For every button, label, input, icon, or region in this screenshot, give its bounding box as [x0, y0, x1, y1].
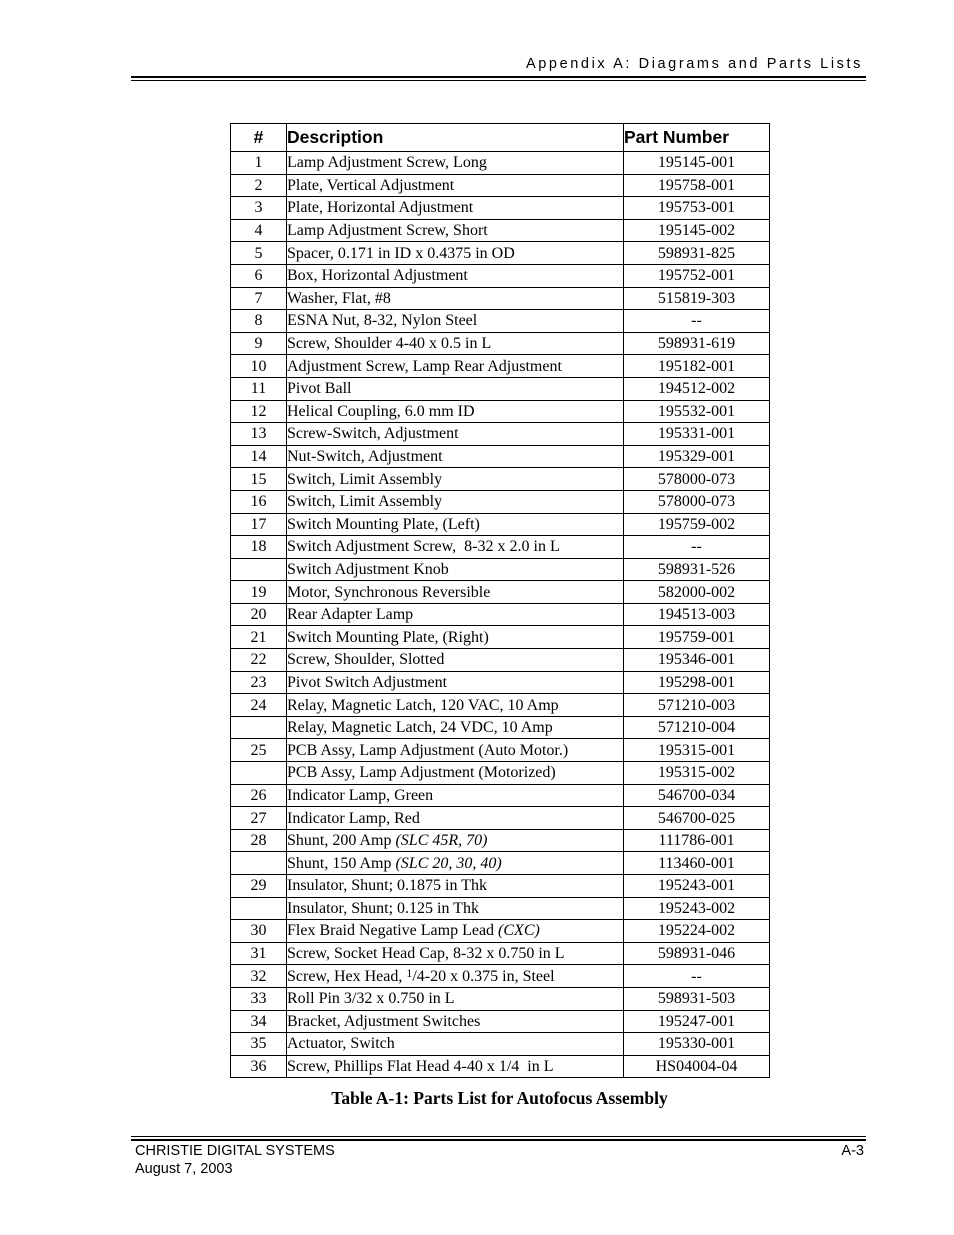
- item-number: 7: [231, 287, 287, 310]
- item-part-number: 598931-046: [624, 942, 770, 965]
- table-row: [231, 626, 770, 649]
- item-number: 9: [231, 332, 287, 355]
- item-number: 6: [231, 264, 287, 287]
- table-row: [231, 784, 770, 807]
- table-row: [231, 490, 770, 513]
- item-description: [287, 197, 624, 220]
- table-row: [231, 264, 770, 287]
- item-part-number: 195182-001: [624, 355, 770, 378]
- item-description: [287, 287, 624, 310]
- item-description: [287, 1010, 624, 1033]
- item-part-number: --: [624, 536, 770, 559]
- item-number: 1: [231, 152, 287, 175]
- description-model-note: (SLC 45R, 70): [395, 832, 488, 850]
- item-number: 30: [231, 920, 287, 943]
- item-part-number: 194512-002: [624, 377, 770, 400]
- header-rule-thick: [131, 76, 866, 78]
- item-description: [287, 400, 624, 423]
- description-text: Relay, Magnetic Latch, 120 VAC, 10 Amp: [287, 696, 559, 714]
- item-number: [231, 762, 287, 785]
- table-row: [231, 581, 770, 604]
- table-row: [231, 1033, 770, 1056]
- footer-rule-thick: [131, 1139, 866, 1141]
- item-part-number: 515819-303: [624, 287, 770, 310]
- table-caption: Table A-1: Parts List for Autofocus Assembly: [331, 1088, 668, 1108]
- description-text: Roll Pin 3/32 x 0.750 in L: [287, 990, 455, 1008]
- item-part-number: 546700-025: [624, 807, 770, 830]
- item-description: [287, 807, 624, 830]
- table-row: [231, 377, 770, 400]
- item-number: 3: [231, 197, 287, 220]
- description-text: Insulator, Shunt; 0.125 in Thk: [287, 899, 479, 917]
- item-number: 24: [231, 694, 287, 717]
- item-number: 2: [231, 174, 287, 197]
- item-part-number: 195298-001: [624, 671, 770, 694]
- item-number: 18: [231, 536, 287, 559]
- item-part-number: 195247-001: [624, 1010, 770, 1033]
- table-row: [231, 829, 770, 852]
- description-text: Shunt, 150 Amp: [287, 854, 396, 872]
- item-number: 20: [231, 603, 287, 626]
- item-description: [287, 716, 624, 739]
- item-description: [287, 897, 624, 920]
- table-row: [231, 920, 770, 943]
- table-body: [231, 152, 770, 1078]
- item-description: [287, 739, 624, 762]
- description-text: Plate, Horizontal Adjustment: [287, 199, 474, 217]
- item-part-number: 598931-825: [624, 242, 770, 265]
- table-row: [231, 852, 770, 875]
- item-number: 23: [231, 671, 287, 694]
- description-text: Actuator, Switch: [287, 1035, 395, 1053]
- table-row: [231, 423, 770, 446]
- item-number: 14: [231, 445, 287, 468]
- table-row: [231, 174, 770, 197]
- table-row: [231, 468, 770, 491]
- item-number: 8: [231, 310, 287, 333]
- table-row: [231, 649, 770, 672]
- column-header-description: Description: [287, 124, 624, 152]
- item-number: 31: [231, 942, 287, 965]
- table-row: [231, 536, 770, 559]
- item-number: 29: [231, 875, 287, 898]
- description-text: Switch Mounting Plate, (Right): [287, 628, 489, 646]
- item-description: [287, 490, 624, 513]
- item-part-number: 195145-002: [624, 219, 770, 242]
- description-text: Indicator Lamp, Green: [287, 786, 434, 804]
- description-text: PCB Assy, Lamp Adjustment (Auto Motor.): [287, 741, 569, 759]
- item-description: [287, 152, 624, 175]
- item-part-number: 111786-001: [624, 829, 770, 852]
- table-row: [231, 942, 770, 965]
- item-number: 26: [231, 784, 287, 807]
- item-number: [231, 852, 287, 875]
- item-number: 12: [231, 400, 287, 423]
- item-number: 4: [231, 219, 287, 242]
- item-part-number: 598931-619: [624, 332, 770, 355]
- description-text: Lamp Adjustment Screw, Short: [287, 222, 488, 240]
- table-row: [231, 1010, 770, 1033]
- item-description: [287, 942, 624, 965]
- description-text: Screw, Shoulder, Slotted: [287, 651, 445, 669]
- description-text: ESNA Nut, 8-32, Nylon Steel: [287, 312, 478, 330]
- item-description: [287, 536, 624, 559]
- item-part-number: 578000-073: [624, 490, 770, 513]
- description-text: Switch, Limit Assembly: [287, 493, 443, 511]
- item-description: [287, 784, 624, 807]
- description-text: Switch, Limit Assembly: [287, 470, 443, 488]
- description-text: Rear Adapter Lamp: [287, 606, 414, 624]
- item-description: [287, 987, 624, 1010]
- item-description: [287, 174, 624, 197]
- item-description: [287, 1033, 624, 1056]
- description-text-continued: /4-20 x 0.375 in, Steel: [412, 967, 555, 985]
- description-text: Insulator, Shunt; 0.1875 in Thk: [287, 877, 487, 895]
- table-row: [231, 716, 770, 739]
- item-part-number: 195753-001: [624, 197, 770, 220]
- description-model-note: (CXC): [498, 922, 540, 940]
- item-part-number: 195224-002: [624, 920, 770, 943]
- table-row: [231, 219, 770, 242]
- item-number: 11: [231, 377, 287, 400]
- parts-list-table: [230, 123, 770, 1078]
- description-text: Indicator Lamp, Red: [287, 809, 420, 827]
- description-text: Adjustment Screw, Lamp Rear Adjustment: [287, 357, 562, 375]
- item-description: [287, 558, 624, 581]
- table-row: [231, 558, 770, 581]
- item-part-number: 546700-034: [624, 784, 770, 807]
- item-description: [287, 1055, 624, 1078]
- item-description: [287, 649, 624, 672]
- description-fraction-numerator: 1: [406, 965, 413, 980]
- table-row: [231, 445, 770, 468]
- item-number: 28: [231, 829, 287, 852]
- table-row: [231, 242, 770, 265]
- column-header-number: #: [231, 124, 287, 152]
- item-part-number: 195759-001: [624, 626, 770, 649]
- item-description: [287, 581, 624, 604]
- item-part-number: 195243-002: [624, 897, 770, 920]
- description-model-note: (SLC 20, 30, 40): [395, 854, 502, 872]
- item-number: 21: [231, 626, 287, 649]
- item-description: [287, 332, 624, 355]
- item-number: [231, 897, 287, 920]
- item-description: [287, 468, 624, 491]
- item-part-number: 195315-001: [624, 739, 770, 762]
- table-row: [231, 897, 770, 920]
- description-text: Motor, Synchronous Reversible: [287, 583, 491, 601]
- item-part-number: 195329-001: [624, 445, 770, 468]
- item-number: 22: [231, 649, 287, 672]
- description-text: Screw-Switch, Adjustment: [287, 425, 459, 443]
- item-description: [287, 965, 624, 988]
- description-text: Nut-Switch, Adjustment: [287, 448, 443, 466]
- item-description: [287, 423, 624, 446]
- item-description: [287, 829, 624, 852]
- description-text: Pivot Ball: [287, 380, 352, 398]
- description-text: Shunt, 200 Amp: [287, 832, 396, 850]
- description-text: Switch Mounting Plate, (Left): [287, 515, 480, 533]
- description-text: Screw, Shoulder 4-40 x 0.5 in L: [287, 335, 492, 353]
- table-row: [231, 671, 770, 694]
- description-text: Lamp Adjustment Screw, Long: [287, 154, 487, 172]
- item-description: [287, 264, 624, 287]
- item-part-number: 195243-001: [624, 875, 770, 898]
- item-part-number: 195759-002: [624, 513, 770, 536]
- item-description: [287, 377, 624, 400]
- description-text: Washer, Flat, #8: [287, 289, 391, 307]
- item-part-number: HS04004-04: [624, 1055, 770, 1078]
- table-row: [231, 875, 770, 898]
- description-text: Switch Adjustment Knob: [287, 560, 449, 578]
- description-text: Flex Braid Negative Lamp Lead: [287, 922, 499, 940]
- footer-date: August 7, 2003: [135, 1161, 233, 1177]
- item-part-number: 195752-001: [624, 264, 770, 287]
- item-part-number: 195145-001: [624, 152, 770, 175]
- item-part-number: 113460-001: [624, 852, 770, 875]
- item-description: [287, 694, 624, 717]
- item-number: 5: [231, 242, 287, 265]
- item-part-number: --: [624, 965, 770, 988]
- footer-company: CHRISTIE DIGITAL SYSTEMS: [135, 1143, 335, 1159]
- table-row: [231, 603, 770, 626]
- item-part-number: 195330-001: [624, 1033, 770, 1056]
- description-text: Screw, Hex Head,: [287, 967, 407, 985]
- item-part-number: 195331-001: [624, 423, 770, 446]
- table-row: [231, 513, 770, 536]
- table-row: [231, 152, 770, 175]
- description-text: PCB Assy, Lamp Adjustment (Motorized): [287, 764, 556, 782]
- header-rule-thin: [131, 80, 866, 81]
- item-part-number: 195532-001: [624, 400, 770, 423]
- item-number: 36: [231, 1055, 287, 1078]
- item-part-number: 195346-001: [624, 649, 770, 672]
- description-text: Bracket, Adjustment Switches: [287, 1012, 481, 1030]
- item-description: [287, 603, 624, 626]
- item-description: [287, 920, 624, 943]
- description-text: Pivot Switch Adjustment: [287, 673, 448, 691]
- item-description: [287, 875, 624, 898]
- item-description: [287, 852, 624, 875]
- item-part-number: 598931-503: [624, 987, 770, 1010]
- description-text: Screw, Phillips Flat Head 4-40 x 1/4 in L: [287, 1058, 554, 1076]
- item-part-number: 194513-003: [624, 603, 770, 626]
- table-row: [231, 287, 770, 310]
- item-part-number: 571210-003: [624, 694, 770, 717]
- item-description: [287, 242, 624, 265]
- table-row: [231, 310, 770, 333]
- item-number: 34: [231, 1010, 287, 1033]
- item-description: [287, 762, 624, 785]
- item-number: 25: [231, 739, 287, 762]
- item-number: 32: [231, 965, 287, 988]
- item-number: 17: [231, 513, 287, 536]
- table-row: [231, 739, 770, 762]
- description-text: Relay, Magnetic Latch, 24 VDC, 10 Amp: [287, 719, 553, 737]
- item-number: 16: [231, 490, 287, 513]
- footer-rule-thin: [131, 1136, 866, 1137]
- item-part-number: 582000-002: [624, 581, 770, 604]
- table-row: [231, 332, 770, 355]
- item-number: 15: [231, 468, 287, 491]
- description-text: Screw, Socket Head Cap, 8-32 x 0.750 in L: [287, 945, 565, 963]
- table-row: [231, 762, 770, 785]
- table-row: [231, 987, 770, 1010]
- table-row: [231, 400, 770, 423]
- item-description: [287, 513, 624, 536]
- item-part-number: 195315-002: [624, 762, 770, 785]
- item-number: 13: [231, 423, 287, 446]
- item-number: 10: [231, 355, 287, 378]
- description-text: Box, Horizontal Adjustment: [287, 267, 468, 285]
- item-description: [287, 219, 624, 242]
- item-description: [287, 355, 624, 378]
- item-part-number: 598931-526: [624, 558, 770, 581]
- table-row: [231, 197, 770, 220]
- table-row: [231, 807, 770, 830]
- item-part-number: 571210-004: [624, 716, 770, 739]
- item-part-number: --: [624, 310, 770, 333]
- item-description: [287, 671, 624, 694]
- description-text: Spacer, 0.171 in ID x 0.4375 in OD: [287, 244, 515, 262]
- table-row: [231, 355, 770, 378]
- footer-page-number: A-3: [841, 1143, 864, 1159]
- table-row: [231, 694, 770, 717]
- description-text: Switch Adjustment Screw, 8-32 x 2.0 in L: [287, 538, 560, 556]
- item-description: [287, 626, 624, 649]
- table-header-row: [231, 124, 770, 152]
- description-text: Plate, Vertical Adjustment: [287, 176, 455, 194]
- item-number: 19: [231, 581, 287, 604]
- item-number: 35: [231, 1033, 287, 1056]
- table-row: [231, 965, 770, 988]
- running-header: Appendix A: Diagrams and Parts Lists: [526, 56, 863, 72]
- column-header-part-number: Part Number: [624, 124, 770, 152]
- item-number: 33: [231, 987, 287, 1010]
- item-description: [287, 445, 624, 468]
- item-number: 27: [231, 807, 287, 830]
- table-row: [231, 1055, 770, 1078]
- item-number: [231, 558, 287, 581]
- item-part-number: 195758-001: [624, 174, 770, 197]
- description-text: Helical Coupling, 6.0 mm ID: [287, 402, 475, 420]
- item-number: [231, 716, 287, 739]
- item-part-number: 578000-073: [624, 468, 770, 491]
- item-description: [287, 310, 624, 333]
